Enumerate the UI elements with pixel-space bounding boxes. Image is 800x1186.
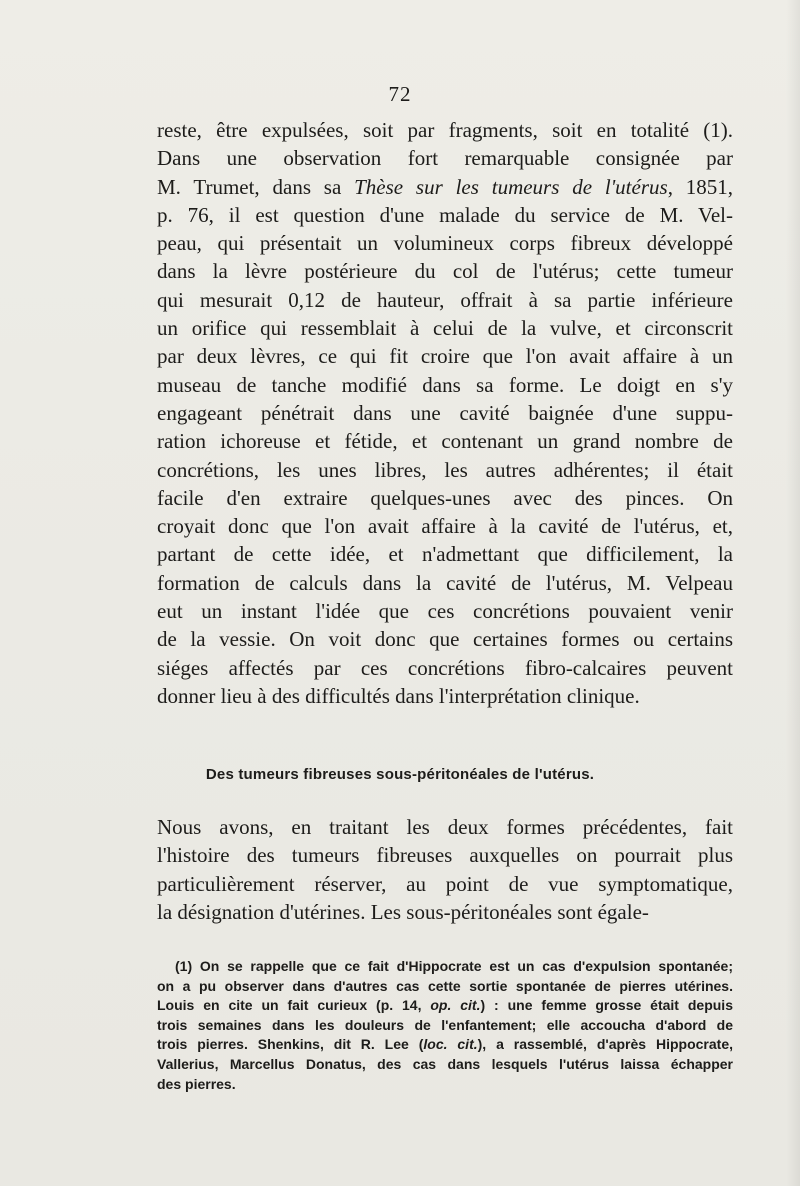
footnote-line: on a pu observer dans d'autres cas cette sortie spontanée de pierres utérines.	[157, 977, 733, 994]
paragraph-1-line: formation de calculs dans la cavité de l'utérus, M. Velpeau	[157, 570, 733, 595]
footnote	[157, 957, 733, 1094]
section-heading: Des tumeurs fibreuses sous-péritonéales de l'utérus.	[205, 766, 595, 783]
paragraph-1-line: p. 76, il est question d'une malade du service de M. Vel-	[157, 202, 733, 227]
paragraph-1-line: un orifice qui ressemblait à celui de la vulve, et circonscrit	[157, 316, 733, 341]
page-number: 72	[388, 82, 412, 106]
paragraph-1-line: ration ichoreuse et fétide, et contenant un grand nombre de	[157, 429, 733, 454]
paragraph-2-line: l'histoire des tumeurs fibreuses auxquelles on pourrait plus	[157, 843, 733, 868]
paragraph-1-line: Dans une observation fort remarquable consignée par	[157, 146, 733, 171]
footnote-line	[157, 1035, 733, 1055]
paragraph-1-line: facile d'en extraire quelques-unes avec des pinces. On	[157, 485, 733, 510]
footnote-line: trois semaines dans les douleurs de l'enfantement; elle accoucha d'abord de	[157, 1016, 733, 1033]
paragraph-1-line: de la vessie. On voit donc que certaines formes ou certains	[157, 627, 733, 652]
paragraph-1-line: croyait donc que l'on avait affaire à la cavité de l'utérus, et,	[157, 514, 733, 539]
paragraph-2-line: particulièrement réserver, au point de vue symptomatique,	[157, 871, 733, 896]
footnote-line: (1) On se rappelle que ce fait d'Hippocrate est un cas d'expulsion spontanée;	[175, 958, 733, 974]
paragraph-1	[157, 116, 733, 710]
text-segment: Louis en cite un fait curieux (p. 14,	[157, 997, 431, 1014]
paragraph-1-line: peau, qui présentait un volumineux corps fibreux développé	[157, 231, 733, 256]
paragraph-1-line: siéges affectés par ces concrétions fibro-calcaires peuvent	[157, 655, 733, 680]
text-segment: ) : une femme grosse était depuis	[480, 997, 733, 1014]
footnote-line: Vallerius, Marcellus Donatus, des cas dans lesquels l'utérus laissa échapper	[157, 1055, 733, 1072]
text-segment: trois pierres. Shenkins, dit R. Lee (	[157, 1036, 424, 1053]
paragraph-1-line	[157, 173, 733, 201]
paragraph-1-line: donner lieu à des difficultés dans l'interprétation clinique.	[157, 683, 640, 708]
italic-text: Thèse sur les tumeurs de l'utérus	[354, 174, 668, 199]
italic-text: loc. cit.	[423, 1036, 478, 1053]
paragraph-1-line: reste, être expulsées, soit par fragments, soit en totalité (1).	[157, 118, 733, 142]
paragraph-2-line: la désignation d'utérines. Les sous-péritonéales sont égale-	[157, 899, 649, 924]
text-segment: ), a rassemblé, d'après Hippocrate,	[477, 1036, 733, 1053]
paragraph-1-line: museau de tanche modifié dans sa forme. Le doigt en s'y	[157, 372, 733, 397]
text-segment: , 1851,	[667, 174, 734, 199]
footnote-line	[157, 996, 733, 1016]
paragraph-1-line: dans la lèvre postérieure du col de l'utérus; cette tumeur	[157, 259, 733, 284]
paragraph-2-line: Nous avons, en traitant les deux formes précédentes, fait	[157, 815, 733, 839]
paragraph-2	[157, 813, 733, 926]
paragraph-1-line: qui mesurait 0,12 de hauteur, offrait à sa partie inférieure	[157, 287, 733, 312]
paragraph-1-line: partant de cette idée, et n'admettant que difficilement, la	[157, 542, 733, 567]
paragraph-1-line: engageant pénétrait dans une cavité baignée d'une suppu-	[157, 400, 733, 425]
page-edge-shadow	[786, 0, 800, 1186]
text-segment: M. Trumet, dans sa	[157, 174, 355, 199]
paragraph-1-line: eut un instant l'idée que ces concrétions pouvaient venir	[157, 599, 733, 624]
paragraph-1-line: concrétions, les unes libres, les autres adhérentes; il était	[157, 457, 733, 482]
italic-text: op. cit.	[430, 997, 481, 1014]
footnote-line: des pierres.	[157, 1075, 236, 1092]
paragraph-1-line: par deux lèvres, ce qui fit croire que l'on avait affaire à un	[157, 344, 733, 369]
